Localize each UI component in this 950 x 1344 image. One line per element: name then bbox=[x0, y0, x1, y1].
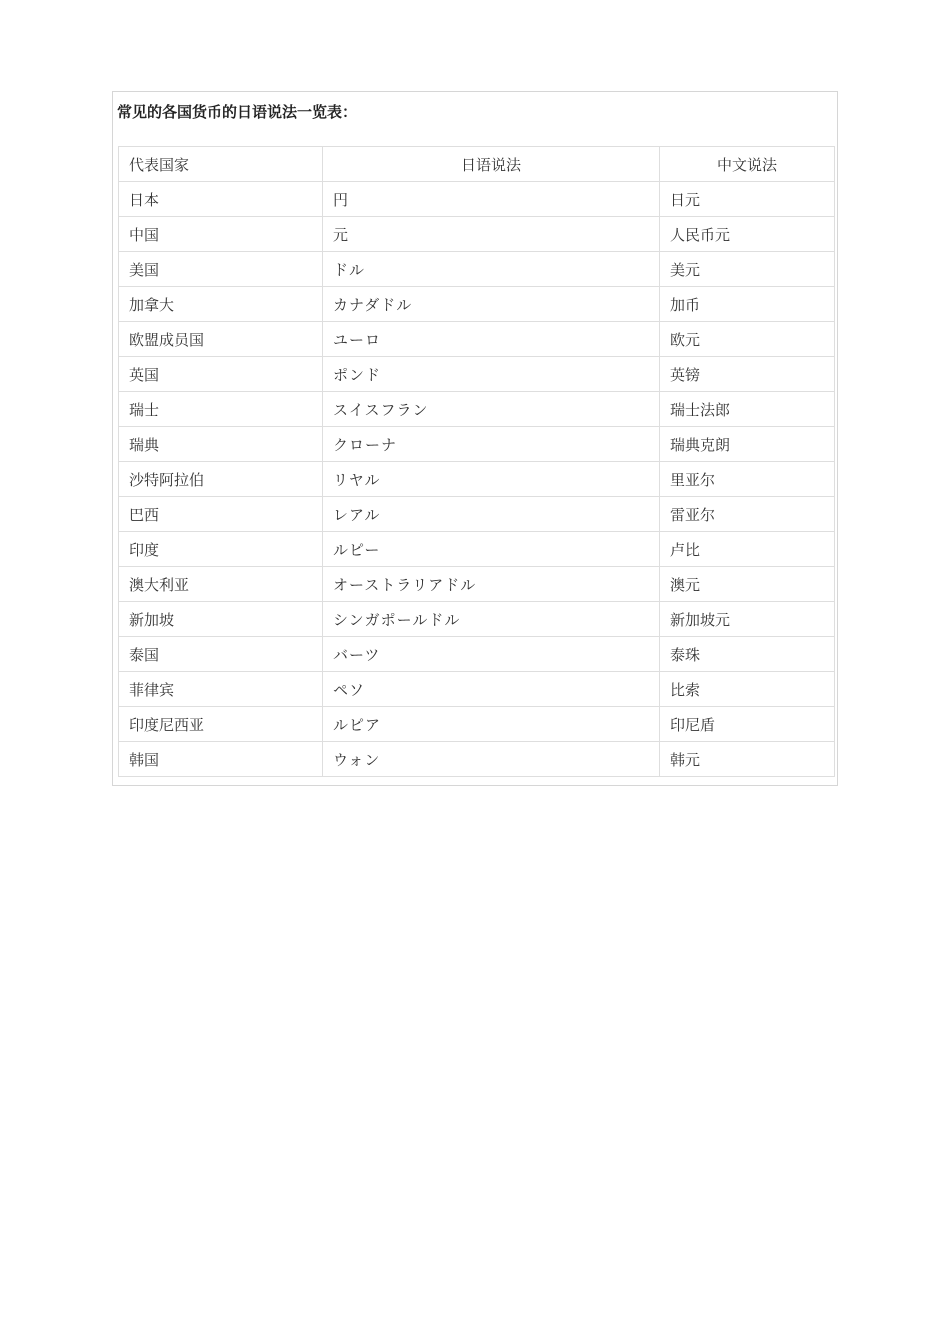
cell-japanese: ドル bbox=[323, 252, 660, 287]
cell-japanese: 円 bbox=[323, 182, 660, 217]
table-row bbox=[119, 602, 835, 637]
table-row bbox=[119, 357, 835, 392]
table-row bbox=[119, 707, 835, 742]
table-row bbox=[119, 637, 835, 672]
table-row bbox=[119, 252, 835, 287]
cell-country: 澳大利亚 bbox=[119, 567, 323, 602]
table-row bbox=[119, 427, 835, 462]
table-header-row bbox=[119, 147, 835, 182]
cell-country: 印度尼西亚 bbox=[119, 707, 323, 742]
cell-japanese: スイスフラン bbox=[323, 392, 660, 427]
cell-country: 欧盟成员国 bbox=[119, 322, 323, 357]
table-row bbox=[119, 182, 835, 217]
cell-chinese: 卢比 bbox=[660, 532, 835, 567]
cell-country: 英国 bbox=[119, 357, 323, 392]
cell-japanese: バーツ bbox=[323, 637, 660, 672]
currency-panel bbox=[112, 91, 838, 786]
cell-chinese: 美元 bbox=[660, 252, 835, 287]
cell-country: 菲律宾 bbox=[119, 672, 323, 707]
cell-chinese: 加币 bbox=[660, 287, 835, 322]
table-row bbox=[119, 392, 835, 427]
cell-country: 印度 bbox=[119, 532, 323, 567]
cell-country: 巴西 bbox=[119, 497, 323, 532]
cell-chinese: 雷亚尔 bbox=[660, 497, 835, 532]
cell-chinese: 英镑 bbox=[660, 357, 835, 392]
cell-country: 新加坡 bbox=[119, 602, 323, 637]
table-row bbox=[119, 567, 835, 602]
header-country: 代表国家 bbox=[119, 147, 323, 182]
cell-chinese: 瑞典克朗 bbox=[660, 427, 835, 462]
currency-table bbox=[118, 146, 835, 777]
cell-country: 加拿大 bbox=[119, 287, 323, 322]
cell-chinese: 新加坡元 bbox=[660, 602, 835, 637]
cell-chinese: 泰珠 bbox=[660, 637, 835, 672]
cell-country: 韩国 bbox=[119, 742, 323, 777]
cell-japanese: ポンド bbox=[323, 357, 660, 392]
cell-japanese: ウォン bbox=[323, 742, 660, 777]
cell-japanese: 元 bbox=[323, 217, 660, 252]
table-row bbox=[119, 322, 835, 357]
cell-country: 瑞典 bbox=[119, 427, 323, 462]
table-row bbox=[119, 672, 835, 707]
cell-japanese: ペソ bbox=[323, 672, 660, 707]
cell-japanese: クローナ bbox=[323, 427, 660, 462]
cell-country: 瑞士 bbox=[119, 392, 323, 427]
page-title: 常见的各国货币的日语说法一览表： bbox=[117, 103, 358, 121]
cell-japanese: カナダドル bbox=[323, 287, 660, 322]
cell-chinese: 里亚尔 bbox=[660, 462, 835, 497]
cell-chinese: 人民币元 bbox=[660, 217, 835, 252]
cell-country: 日本 bbox=[119, 182, 323, 217]
cell-japanese: オーストラリアドル bbox=[323, 567, 660, 602]
cell-country: 沙特阿拉伯 bbox=[119, 462, 323, 497]
table-row bbox=[119, 497, 835, 532]
cell-chinese: 澳元 bbox=[660, 567, 835, 602]
cell-japanese: ルピア bbox=[323, 707, 660, 742]
cell-chinese: 印尼盾 bbox=[660, 707, 835, 742]
header-japanese: 日语说法 bbox=[323, 147, 660, 182]
cell-chinese: 韩元 bbox=[660, 742, 835, 777]
cell-chinese: 瑞士法郎 bbox=[660, 392, 835, 427]
cell-japanese: ルピー bbox=[323, 532, 660, 567]
cell-chinese: 日元 bbox=[660, 182, 835, 217]
cell-chinese: 欧元 bbox=[660, 322, 835, 357]
header-chinese: 中文说法 bbox=[660, 147, 835, 182]
cell-country: 中国 bbox=[119, 217, 323, 252]
cell-country: 泰国 bbox=[119, 637, 323, 672]
table-row bbox=[119, 742, 835, 777]
table-row bbox=[119, 462, 835, 497]
cell-japanese: レアル bbox=[323, 497, 660, 532]
cell-japanese: リヤル bbox=[323, 462, 660, 497]
table-row bbox=[119, 287, 835, 322]
table-row bbox=[119, 217, 835, 252]
cell-japanese: ユーロ bbox=[323, 322, 660, 357]
table-row bbox=[119, 532, 835, 567]
cell-country: 美国 bbox=[119, 252, 323, 287]
cell-japanese: シンガポールドル bbox=[323, 602, 660, 637]
cell-chinese: 比索 bbox=[660, 672, 835, 707]
